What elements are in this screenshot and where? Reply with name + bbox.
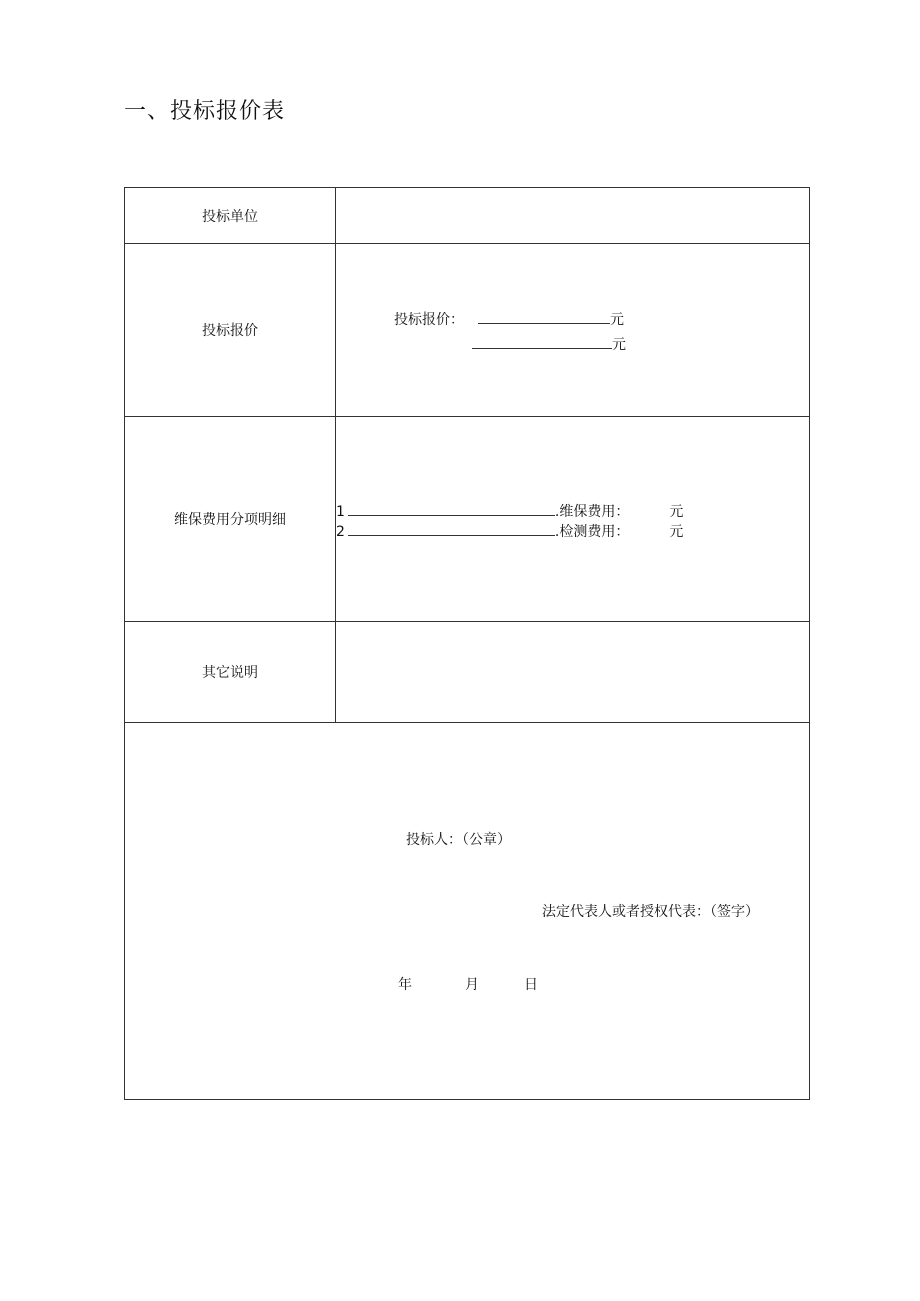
maintenance-fees-label: 维保费用分项明细: [125, 417, 336, 622]
bid-price-line-2: [472, 334, 626, 354]
bidder-unit-label: 投标单位: [125, 188, 336, 244]
maintenance-fees-cell: [336, 417, 810, 622]
date-month: 月: [465, 976, 479, 993]
bidder-unit-value[interactable]: [336, 188, 810, 244]
item-name: .检测费用：: [554, 524, 630, 541]
currency-yuan: 元: [669, 524, 684, 541]
date-day: 日: [524, 976, 538, 993]
bidder-seal-text: 投标人：（公章）: [406, 831, 511, 848]
table-row-bidder-unit: [125, 188, 810, 244]
currency-yuan: 元: [669, 504, 684, 521]
other-notes-value[interactable]: [336, 622, 810, 722]
maintenance-item-1-blank[interactable]: [348, 501, 555, 516]
maintenance-item-2: [336, 521, 683, 541]
item-number: 1: [336, 504, 345, 521]
table-row-other-notes: [125, 622, 810, 722]
bid-price-line-1: [394, 309, 624, 329]
other-notes-label: 其它说明: [125, 622, 336, 722]
table-row-bid-price: [125, 244, 810, 417]
representative-signature-text: 法定代表人或者授权代表：（签字）: [542, 903, 759, 920]
currency-yuan-1: 元: [610, 312, 624, 329]
page-title: 一、投标报价表: [124, 99, 286, 124]
maintenance-item-2-blank[interactable]: [348, 521, 555, 536]
table-row-signature: [125, 722, 810, 1099]
signature-cell: [125, 722, 810, 1099]
bid-price-cell: [336, 244, 810, 417]
item-number: 2: [336, 524, 345, 541]
currency-yuan-2: 元: [612, 337, 626, 354]
bid-price-blank-2[interactable]: [472, 334, 612, 349]
date-year: 年: [398, 976, 412, 993]
bid-price-prefix: 投标报价：: [394, 312, 464, 329]
item-name: .维保费用：: [554, 504, 630, 521]
bid-price-label: 投标报价: [125, 244, 336, 417]
bid-price-blank-1[interactable]: [478, 309, 610, 324]
maintenance-item-1: [336, 501, 683, 521]
table-row-maintenance-fees: [125, 417, 810, 622]
bid-quotation-table: [124, 187, 810, 1100]
